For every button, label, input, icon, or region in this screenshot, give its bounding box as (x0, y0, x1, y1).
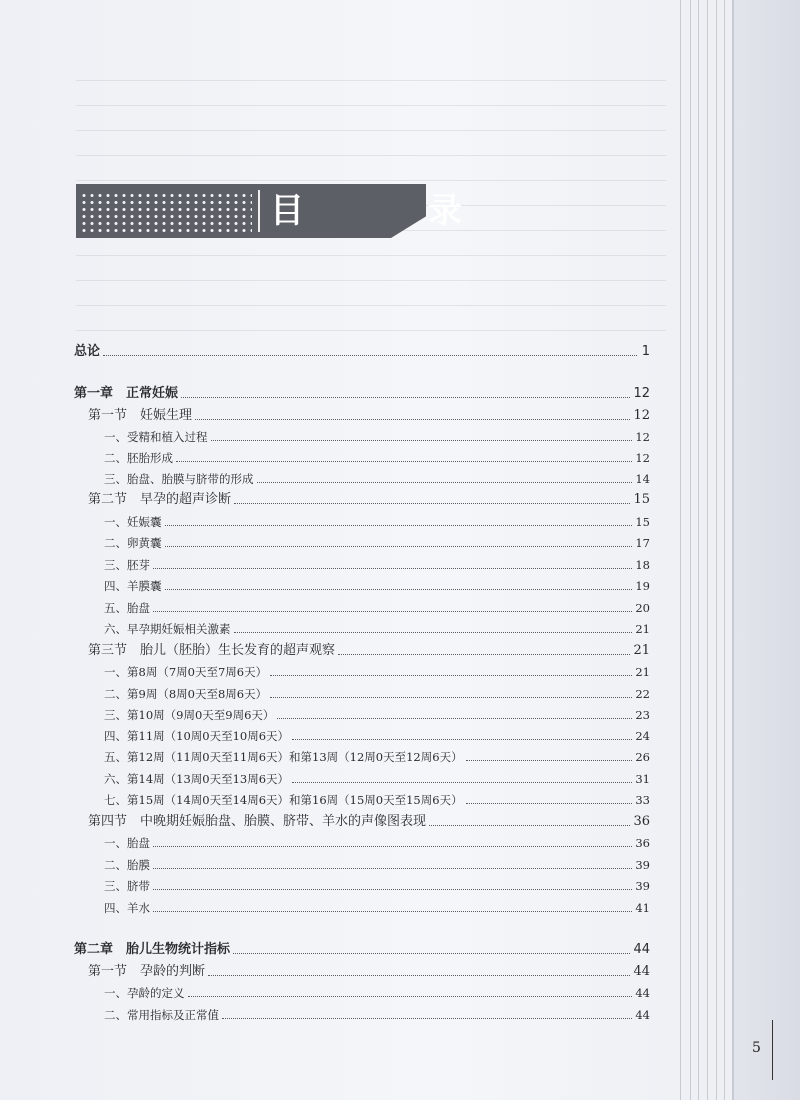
toc-entry-title: 第二节 早孕的超声诊断 (88, 492, 232, 507)
dot-leader (466, 803, 633, 804)
toc-entry-page: 20 (635, 601, 650, 615)
dot-leader (153, 889, 632, 890)
toc-entry-page: 33 (635, 793, 650, 807)
toc-entry-title: 二、胎膜 (104, 858, 150, 872)
toc-entry-title: 第一节 妊娠生理 (88, 408, 193, 423)
toc-entry-item[interactable] (104, 703, 650, 723)
toc-entry-page: 41 (635, 901, 650, 915)
toc-entry-page: 39 (635, 879, 650, 893)
dot-leader (153, 568, 632, 569)
toc-entry-item[interactable] (104, 788, 650, 808)
toc-entry-title: 七、第15周（14周0天至14周6天）和第16周（15周0天至15周6天） (104, 793, 463, 807)
toc-entry-item[interactable] (104, 660, 650, 680)
toc-entry-page: 12 (633, 386, 650, 401)
dot-leader (181, 397, 630, 398)
toc-entry-title: 第三节 胎儿（胚胎）生长发育的超声观察 (88, 643, 336, 658)
dot-leader (234, 632, 633, 633)
toc-entry-title: 四、第11周（10周0天至10周6天） (104, 729, 290, 743)
toc-entry-page: 21 (635, 622, 650, 636)
dot-leader (222, 1018, 632, 1019)
toc-entry-title: 一、妊娠囊 (104, 515, 162, 529)
toc-entry-title: 二、常用指标及正常值 (104, 1008, 219, 1022)
dot-leader (165, 589, 633, 590)
dot-leader (211, 440, 633, 441)
toc-entry-item[interactable] (104, 553, 650, 573)
toc-entry-page: 44 (635, 1008, 650, 1022)
toc-entry-page: 24 (635, 729, 650, 743)
toc-entry-title: 一、受精和植入过程 (104, 430, 208, 444)
toc-entry-page: 36 (633, 814, 650, 829)
toc-entry-item[interactable] (104, 574, 650, 594)
toc-entry-page: 12 (635, 430, 650, 444)
dot-leader (153, 911, 632, 912)
dot-leader (103, 355, 637, 356)
dot-leader (234, 503, 630, 504)
toc-entry-page: 17 (635, 536, 650, 550)
toc-entry-title: 二、第9周（8周0天至8周6天） (104, 687, 268, 701)
dot-leader (270, 697, 632, 698)
toc-entry-title: 一、孕龄的定义 (104, 986, 185, 1000)
toc-entry-page: 21 (635, 665, 650, 679)
toc-entry-page: 44 (633, 964, 650, 979)
dot-leader (165, 546, 633, 547)
toc-entry-title: 三、脐带 (104, 879, 150, 893)
toc-entry-page: 44 (633, 942, 650, 957)
dot-leader (188, 996, 633, 997)
toc-entry-title: 二、胚胎形成 (104, 451, 173, 465)
toc-entry-page: 1 (641, 344, 650, 359)
toc-entry-section[interactable] (88, 960, 650, 980)
dot-leader (176, 461, 632, 462)
toc-entry-item[interactable] (104, 831, 650, 851)
toc-entry-item[interactable] (104, 767, 650, 787)
toc-entry-item[interactable] (104, 446, 650, 466)
toc-entry-chapter[interactable] (74, 340, 650, 360)
dot-leader (338, 654, 630, 655)
toc-entry-title: 第一章 正常妊娠 (74, 386, 179, 401)
toc-entry-page: 14 (635, 472, 650, 486)
dot-leader (466, 760, 633, 761)
toc-entry-section[interactable] (88, 488, 650, 508)
toc-entry-section[interactable] (88, 810, 650, 830)
toc-entry-title: 总论 (74, 344, 101, 359)
dot-leader (233, 953, 630, 954)
toc-entry-item[interactable] (104, 853, 650, 873)
toc-entry-item[interactable] (104, 1003, 650, 1023)
toc-entry-item[interactable] (104, 510, 650, 530)
dot-leader (153, 846, 632, 847)
dot-leader (292, 782, 632, 783)
toc-entry-page: 36 (635, 836, 650, 850)
toc-entry-section[interactable] (88, 404, 650, 424)
toc-entry-title: 四、羊水 (104, 901, 150, 915)
toc-entry-title: 四、羊膜囊 (104, 579, 162, 593)
dot-leader (270, 675, 632, 676)
toc-entry-page: 22 (635, 687, 650, 701)
toc-title: 目 录 (270, 191, 518, 231)
toc-entry-page: 15 (635, 515, 650, 529)
toc-entry-item[interactable] (104, 896, 650, 916)
page-number: 5 (752, 1040, 761, 1056)
toc-entry-title: 六、第14周（13周0天至13周6天） (104, 772, 290, 786)
toc-entry-title: 五、胎盘 (104, 601, 150, 615)
toc-entry-item[interactable] (104, 531, 650, 551)
toc-entry-item[interactable] (104, 682, 650, 702)
toc-entry-page: 44 (635, 986, 650, 1000)
toc-entry-item[interactable] (104, 596, 650, 616)
corner-rule (772, 1020, 773, 1080)
toc-entry-chapter[interactable] (74, 382, 650, 402)
toc-entry-page: 23 (635, 708, 650, 722)
toc-entry-title: 第二章 胎儿生物统计指标 (74, 942, 231, 957)
dot-leader (257, 482, 633, 483)
toc-entry-item[interactable] (104, 981, 650, 1001)
dot-leader (429, 825, 630, 826)
dot-leader (153, 611, 632, 612)
toc-entry-page: 12 (635, 451, 650, 465)
toc-entry-page: 26 (635, 750, 650, 764)
toc-entry-title: 第一节 孕龄的判断 (88, 964, 206, 979)
toc-entry-title: 三、胚芽 (104, 558, 150, 572)
toc-entry-page: 39 (635, 858, 650, 872)
toc-entry-page: 21 (633, 643, 650, 658)
toc-entry-page: 18 (635, 558, 650, 572)
toc-entry-title: 三、第10周（9周0天至9周6天） (104, 708, 275, 722)
toc-entry-page: 12 (633, 408, 650, 423)
toc-entry-title: 三、胎盘、胎膜与脐带的形成 (104, 472, 254, 486)
dot-leader (165, 525, 633, 526)
toc-entry-page: 19 (635, 579, 650, 593)
dot-leader (292, 739, 632, 740)
dot-leader (195, 419, 630, 420)
toc-entry-item[interactable] (104, 874, 650, 894)
toc-entry-title: 第四节 中晚期妊娠胎盘、胎膜、脐带、羊水的声像图表现 (88, 814, 427, 829)
toc-entry-item[interactable] (104, 467, 650, 487)
toc-entry-chapter[interactable] (74, 938, 650, 958)
toc-entry-title: 六、早孕期妊娠相关激素 (104, 622, 231, 636)
toc-entry-page: 31 (635, 772, 650, 786)
toc-entry-item[interactable] (104, 745, 650, 765)
toc-entry-item[interactable] (104, 724, 650, 744)
toc-entry-title: 五、第12周（11周0天至11周6天）和第13周（12周0天至12周6天） (104, 750, 463, 764)
toc-entry-item[interactable] (104, 617, 650, 637)
toc-entry-title: 一、第8周（7周0天至7周6天） (104, 665, 268, 679)
toc-entry-title: 一、胎盘 (104, 836, 150, 850)
toc-entry-title: 二、卵黄囊 (104, 536, 162, 550)
toc-entry-section[interactable] (88, 639, 650, 659)
toc-entry-page: 15 (633, 492, 650, 507)
toc-entry-item[interactable] (104, 425, 650, 445)
dot-leader (153, 868, 632, 869)
dot-leader (208, 975, 630, 976)
dot-leader (277, 718, 632, 719)
